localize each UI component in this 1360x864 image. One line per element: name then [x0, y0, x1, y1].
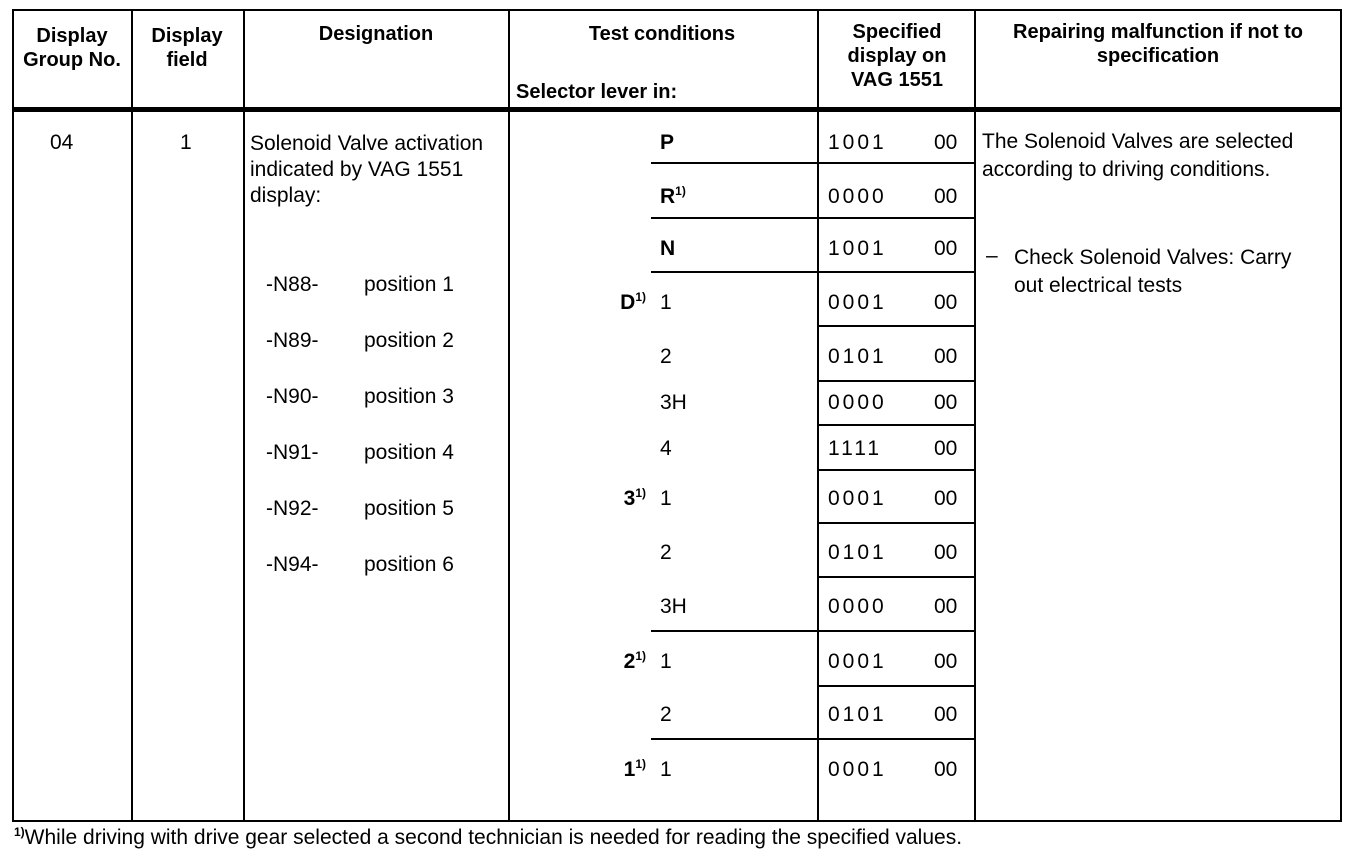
row-separator [817, 738, 974, 740]
selector-lever: 3H [660, 595, 687, 618]
display-suffix: 00 [934, 437, 958, 460]
display-value: 0001 [828, 758, 887, 781]
col-border-5 [974, 9, 976, 822]
group-no: 04 [50, 131, 74, 154]
gear-group-label: 1$^{1)}$ [623, 757, 646, 781]
field-no: 1 [180, 131, 192, 154]
valve-position: position 3 [364, 385, 454, 408]
row-separator [651, 271, 817, 273]
repair-text: The Solenoid Valves are selected according to driving conditions. [982, 130, 1294, 181]
display-value: 0001 [828, 487, 887, 510]
display-value: 0101 [828, 345, 887, 368]
display-value: 1111 [828, 437, 883, 460]
display-value: 1001 [828, 131, 887, 154]
display-value: 0000 [828, 595, 887, 618]
display-suffix: 00 [934, 131, 958, 154]
display-suffix: 00 [934, 391, 958, 414]
header-selector-lever: Selector lever in: [516, 81, 678, 103]
selector-lever: 2 [660, 345, 672, 368]
footnote-marker: 1) [635, 649, 646, 663]
header-designation: Designation [318, 23, 434, 45]
footnote [14, 826, 962, 850]
row-separator [817, 271, 974, 273]
row-separator [817, 522, 974, 524]
col-border-0 [12, 9, 14, 822]
selector-lever: 3H [660, 391, 687, 414]
footnote-marker: 1) [675, 184, 686, 198]
display-value: 0101 [828, 541, 887, 564]
valve-position: position 4 [364, 441, 454, 464]
table-top-border [12, 9, 1342, 11]
display-suffix: 00 [934, 237, 958, 260]
display-value: 0001 [828, 291, 887, 314]
designation-intro: Solenoid Valve activation indicated by VAG 1551 display: [250, 132, 484, 207]
display-value: 0101 [828, 703, 887, 726]
display-value: 1001 [828, 237, 887, 260]
footnote-marker: 1) [14, 825, 25, 839]
display-suffix: 00 [934, 185, 958, 208]
row-separator [651, 217, 817, 219]
gear-group-label: $D^{1)}$ [620, 290, 646, 314]
table-bottom-border [12, 820, 1342, 822]
selector-lever: 4 [660, 437, 672, 460]
row-separator [817, 685, 974, 687]
selector-lever: 2 [660, 541, 672, 564]
row-separator [817, 325, 974, 327]
display-suffix: 00 [934, 541, 958, 564]
col-border-1 [131, 9, 133, 822]
selector-lever: 1 [660, 758, 672, 781]
row-separator [651, 630, 817, 632]
selector-lever: P [660, 131, 675, 154]
display-suffix: 00 [934, 345, 958, 368]
display-value: 0000 [828, 185, 887, 208]
repair-bullet: Check Solenoid Valves: Carry out electrical tests [1014, 246, 1292, 297]
display-suffix: 00 [934, 595, 958, 618]
bullet-dash: – [986, 244, 998, 267]
header-field: Display field [151, 25, 223, 71]
col-border-6 [1340, 9, 1342, 822]
valve-position: position 5 [364, 497, 454, 520]
row-separator [817, 162, 974, 164]
valve-position: position 1 [364, 273, 454, 296]
footnote-marker: 1) [635, 290, 646, 304]
gear-group-label: 3$^{1)}$ [623, 486, 646, 510]
col-border-3 [508, 9, 510, 822]
selector-lever: 2 [660, 703, 672, 726]
header-test-conditions: Test conditions [588, 23, 736, 45]
display-suffix: 00 [934, 487, 958, 510]
header-separator [12, 107, 1342, 112]
gear-group-label: 2$^{1)}$ [623, 649, 646, 673]
selector-lever: 1 [660, 650, 672, 673]
col-border-2 [243, 9, 245, 822]
row-separator [817, 630, 974, 632]
footnote-text: While driving with drive gear selected a second technician is needed for reading the specified values. [24, 826, 963, 849]
header-repair: Repairing malfunction if not to specification [1013, 21, 1303, 67]
display-value: 0001 [828, 650, 887, 673]
valve-code: -N89- [266, 329, 319, 352]
selector-lever: N [660, 237, 676, 260]
row-separator [817, 424, 974, 426]
row-separator [817, 380, 974, 382]
row-separator [817, 576, 974, 578]
selector-lever: 1 [660, 487, 672, 510]
valve-code: -N88- [266, 273, 319, 296]
valve-code: -N90- [266, 385, 319, 408]
display-suffix: 00 [934, 291, 958, 314]
row-separator [651, 738, 817, 740]
selector-lever: 1 [660, 291, 672, 314]
valve-code: -N94- [266, 553, 319, 576]
valve-position: position 6 [364, 553, 454, 576]
selector-lever: $R^{1)}$ [660, 184, 686, 208]
header-specified: Specified display on VAG 1551 [847, 21, 947, 91]
display-suffix: 00 [934, 650, 958, 673]
header-group: Display Group No. [23, 25, 121, 71]
footnote-marker: 1) [635, 486, 646, 500]
display-suffix: 00 [934, 758, 958, 781]
display-suffix: 00 [934, 703, 958, 726]
row-separator [651, 162, 817, 164]
valve-code: -N92- [266, 497, 319, 520]
row-separator [817, 469, 974, 471]
col-border-4 [817, 9, 819, 822]
valve-position: position 2 [364, 329, 454, 352]
footnote-marker: 1) [635, 757, 646, 771]
valve-code: -N91- [266, 441, 319, 464]
row-separator [817, 217, 974, 219]
display-value: 0000 [828, 391, 887, 414]
